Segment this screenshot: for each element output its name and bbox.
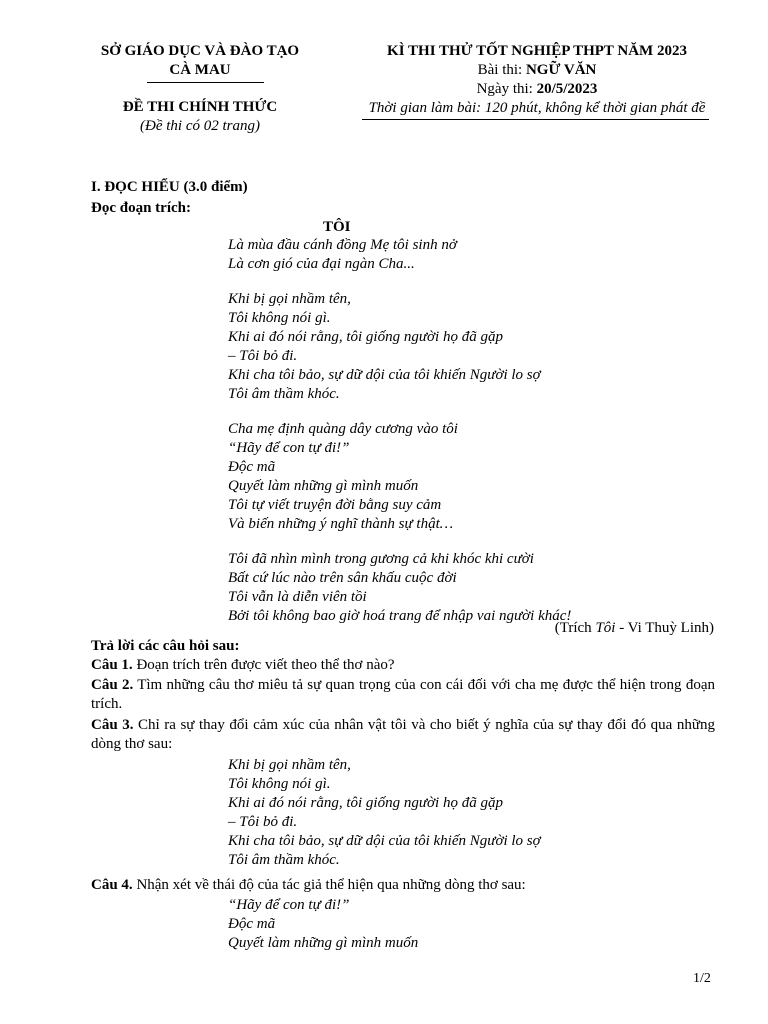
poem-line: Bất cứ lúc nào trên sân khấu cuộc đời	[228, 570, 457, 586]
poem-line: Tôi vẫn là diễn viên tồi	[228, 589, 367, 605]
quote-line: Khi ai đó nói rằng, tôi giống người họ đã gặp	[228, 795, 503, 811]
quote-line: – Tôi bỏ đi.	[228, 814, 298, 830]
department-name: SỞ GIÁO DỤC VÀ ĐÀO TẠO	[100, 43, 300, 59]
question-text: Đoạn trích trên được viết theo thể thơ nào?	[132, 657, 395, 673]
province-name: CÀ MAU	[169, 62, 231, 78]
poem-line: Khi ai đó nói rằng, tôi giống người họ đã gặp	[228, 329, 503, 345]
quote-line: Tôi âm thầm khóc.	[228, 852, 340, 868]
section-heading: I. ĐỌC HIỂU (3.0 điểm)	[91, 179, 248, 195]
question-1	[91, 656, 715, 675]
question-2	[91, 676, 715, 714]
poem-line: Là cơn gió của đại ngàn Cha...	[228, 256, 415, 272]
citation	[555, 619, 714, 638]
poem-line: – Tôi bỏ đi.	[228, 348, 298, 364]
quote-line: Độc mã	[228, 916, 276, 932]
poem-line: Khi bị gọi nhầm tên,	[228, 291, 351, 307]
date-value: 20/5/2023	[536, 81, 598, 97]
quote-line: Khi bị gọi nhầm tên,	[228, 757, 351, 773]
page-number: 1/2	[693, 971, 711, 986]
poem-line: Là mùa đầu cánh đồng Mẹ tôi sinh nở	[228, 237, 457, 253]
citation-work: Tôi	[595, 620, 616, 636]
poem-line: “Hãy để con tự đi!”	[228, 440, 350, 456]
date-line	[352, 80, 722, 99]
exam-title: KÌ THI THỬ TỐT NGHIỆP THPT NĂM 2023	[387, 43, 687, 59]
citation-open: (Trích	[554, 620, 596, 636]
subject-value: NGỮ VĂN	[525, 62, 597, 78]
right-header-rule	[362, 119, 709, 120]
subject-label: Bài thi:	[477, 62, 526, 78]
poem-line: Và biến những ý nghĩ thành sự thật…	[228, 516, 454, 532]
quote-line: Quyết làm những gì mình muốn	[228, 935, 419, 951]
poem-line: Tôi tự viết truyện đời bằng suy cảm	[228, 497, 442, 513]
question-label: Câu 3.	[91, 717, 134, 733]
question-label: Câu 1.	[91, 657, 133, 673]
quote-line: Tôi không nói gì.	[228, 776, 331, 792]
question-text: Tìm những câu thơ miêu tả sự quan trọng của con cái đối với cha mẹ được thể hiện trong đoạn trích.	[91, 677, 715, 712]
poem-line: Tôi không nói gì.	[228, 310, 331, 326]
pages-note: (Đề thi có 02 trang)	[140, 118, 260, 134]
quote-line: “Hãy để con tự đi!”	[228, 897, 350, 913]
time-note: Thời gian làm bài: 120 phút, không kể thời gian phát đề	[368, 100, 706, 116]
poem-title: TÔI	[323, 219, 351, 235]
question-3	[91, 716, 715, 754]
poem-line: Độc mã	[228, 459, 276, 475]
citation-author: - Vi Thuỳ Linh)	[615, 620, 714, 636]
questions-intro: Trả lời các câu hỏi sau:	[91, 638, 240, 654]
question-label: Câu 4.	[91, 877, 133, 893]
quote-line: Khi cha tôi bảo, sự dữ dội của tôi khiến Người lo sợ	[228, 833, 541, 849]
question-label: Câu 2.	[91, 677, 134, 693]
question-4-quote	[228, 896, 418, 953]
poem-line: Khi cha tôi bảo, sự dữ dội của tôi khiến Người lo sợ	[228, 367, 541, 383]
question-text: Nhận xét về thái độ của tác giả thể hiện qua những dòng thơ sau:	[132, 877, 526, 893]
left-header-rule	[147, 82, 264, 83]
poem-line: Bởi tôi không bao giờ hoá trang để nhập vai người khác!	[228, 608, 572, 624]
reading-instruction: Đọc đoạn trích:	[91, 200, 191, 216]
question-4	[91, 876, 715, 895]
official-label: ĐỀ THI CHÍNH THỨC	[122, 99, 278, 115]
poem-excerpt	[228, 236, 571, 626]
subject-line	[352, 61, 722, 80]
date-label: Ngày thi:	[476, 81, 537, 97]
question-3-quote	[228, 756, 541, 870]
poem-line: Cha mẹ định quàng dây cương vào tôi	[228, 421, 458, 437]
question-text: Chỉ ra sự thay đổi cảm xúc của nhân vật tôi và cho biết ý nghĩa của sự thay đổi đó qua những dòng thơ sau:	[91, 717, 715, 752]
poem-line: Tôi đã nhìn mình trong gương cả khi khóc khi cười	[228, 551, 534, 567]
poem-line: Tôi âm thầm khóc.	[228, 386, 340, 402]
poem-line: Quyết làm những gì mình muốn	[228, 478, 419, 494]
